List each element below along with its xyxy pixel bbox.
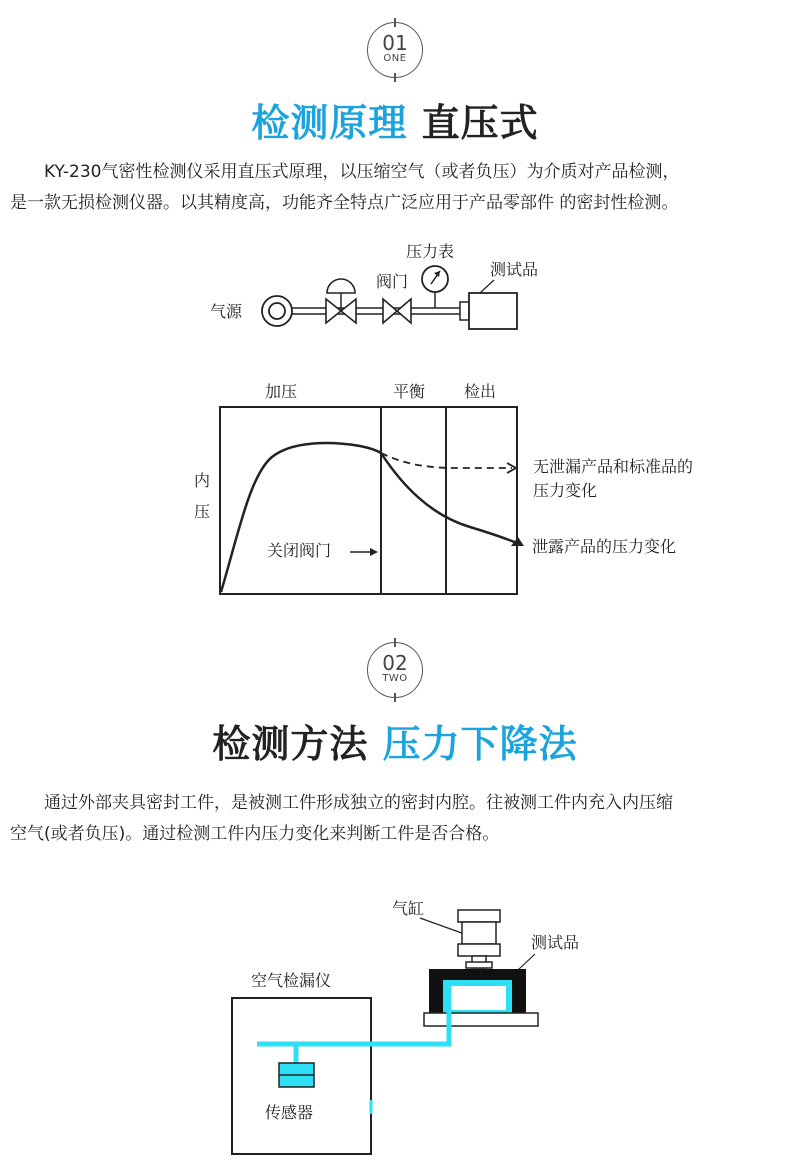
badge-tick <box>394 638 396 647</box>
badge-word: ONE <box>383 53 407 64</box>
phase-label-balance: 平衡 <box>393 382 426 401</box>
badge-tick <box>394 18 396 27</box>
test-item-label: 测试品 <box>490 260 539 279</box>
paragraph-line: 是一款无损检测仪器。以其精度高，功能齐全特点广泛应用于产品零部件 的密封性检测。 <box>10 193 679 213</box>
badge-tick <box>394 693 396 702</box>
regulator-valve-icon <box>326 279 356 323</box>
paragraph-line: KY-230气密性检测仪采用直压式原理，以压缩空气（或者负压）为介质对产品检测， <box>44 162 680 182</box>
paragraph-line: 空气(或者负压)。通过检测工件内压力变化来判断工件是否合格。 <box>10 824 500 844</box>
title-highlight: 压力下降法 <box>382 722 578 766</box>
test-item-leader <box>518 954 535 970</box>
section-2-badge <box>367 642 423 698</box>
section-2-title <box>0 713 790 768</box>
no-leak-label: 压力变化 <box>533 481 598 500</box>
section-2-paragraph <box>10 788 786 850</box>
title-rest: 直压式 <box>421 101 539 145</box>
title-rest: 检测方法 <box>212 722 369 766</box>
test-fixture-diagram <box>0 874 790 1164</box>
section-1-badge <box>367 22 423 78</box>
valve-icon <box>383 299 411 323</box>
close-valve-arrowhead <box>370 548 378 556</box>
y-axis-label: 压 <box>194 502 211 521</box>
pressurize-curve <box>221 443 381 592</box>
badge-number: 01 <box>382 31 408 55</box>
valve-label: 阀门 <box>376 272 409 291</box>
test-item-icon <box>460 280 517 329</box>
badge-tick <box>394 73 396 82</box>
title-highlight: 检测原理 <box>251 101 408 145</box>
test-item-label: 测试品 <box>531 933 580 952</box>
air-source-icon <box>262 296 292 326</box>
y-axis-label: 内 <box>194 471 211 490</box>
leak-label: 泄露产品的压力变化 <box>532 537 677 556</box>
section-1-title <box>0 92 790 147</box>
sensor-label: 传感器 <box>265 1103 314 1122</box>
phase-label-pressurize: 加压 <box>265 382 298 401</box>
chart-frame <box>220 407 517 594</box>
paragraph-line: 通过外部夹具密封工件，是被测工件形成独立的密封内腔。往被测工件内充入内压缩 <box>44 793 673 813</box>
gauge-label: 压力表 <box>406 242 455 261</box>
pressure-curve-chart <box>0 375 790 615</box>
no-leak-label: 无泄漏产品和标准品的 <box>533 457 694 476</box>
cylinder-label: 气缸 <box>392 899 425 918</box>
section-1-paragraph <box>10 157 786 219</box>
leak-curve <box>381 453 522 545</box>
pressure-gauge-icon <box>422 266 448 308</box>
badge-number: 02 <box>382 651 408 675</box>
pneumatic-schematic <box>0 235 790 345</box>
close-valve-label: 关闭阀门 <box>267 541 332 560</box>
air-source-label: 气源 <box>210 302 243 321</box>
leak-tester-label: 空气检漏仪 <box>251 971 332 990</box>
badge-word: TWO <box>382 673 408 684</box>
cylinder-icon <box>458 910 500 968</box>
test-fixture-icon <box>424 969 538 1026</box>
sensor-icon <box>279 1063 314 1087</box>
phase-label-detect: 检出 <box>464 382 497 401</box>
